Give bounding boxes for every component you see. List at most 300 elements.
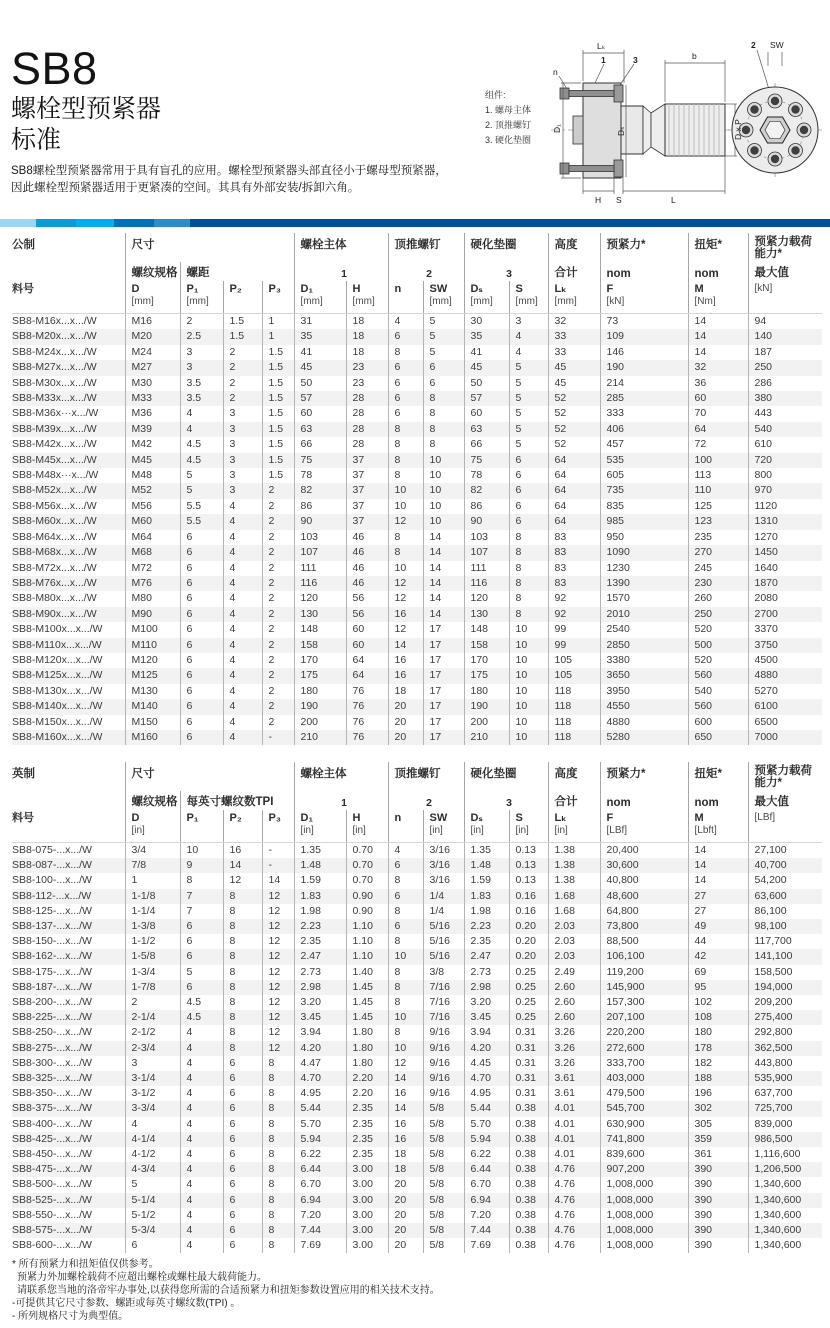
value-cell: 180	[464, 684, 509, 699]
value-cell: 10	[388, 499, 423, 514]
table-row	[12, 1071, 822, 1086]
value-cell: 1.35	[294, 843, 346, 859]
table-row	[12, 715, 822, 730]
value-cell: 2	[262, 715, 294, 730]
value-cell: 0.38	[509, 1177, 548, 1192]
value-cell: 1090	[600, 545, 688, 560]
value-cell: 540	[748, 422, 822, 437]
value-cell: 2	[262, 622, 294, 637]
value-cell: 107	[464, 545, 509, 560]
value-cell: 3	[223, 453, 262, 468]
value-cell: 12	[262, 965, 294, 980]
group-preload: 预紧力*	[600, 233, 688, 262]
part-number: SB8-200-...x.../W	[12, 996, 92, 1009]
value-cell: 2.5	[180, 329, 223, 344]
value-cell: 7.20	[464, 1208, 509, 1223]
value-cell: 63	[464, 422, 509, 437]
value-cell: 5	[125, 1177, 180, 1192]
value-cell: 1.5	[262, 406, 294, 421]
value-cell: 16	[223, 843, 262, 859]
value-cell: 4	[223, 545, 262, 560]
value-cell: 5/8	[423, 1208, 464, 1223]
value-cell: 3.00	[346, 1193, 388, 1208]
value-cell: 8	[388, 873, 423, 888]
value-cell: 102	[688, 995, 748, 1010]
value-cell: 10	[509, 699, 548, 714]
value-cell: 14	[688, 858, 748, 873]
column-header: Dₛ [mm]	[464, 281, 509, 314]
value-cell: 8	[262, 1223, 294, 1238]
value-cell: 2	[262, 668, 294, 683]
value-cell: 3.94	[464, 1025, 509, 1040]
value-cell: 5/8	[423, 1223, 464, 1238]
value-cell: 10	[509, 730, 548, 745]
column-header: Lₖ [in]	[548, 810, 600, 843]
value-cell: 4.5	[180, 1010, 223, 1025]
value-cell: 3380	[600, 653, 688, 668]
value-cell: 1,008,000	[600, 1238, 688, 1253]
ref-number-1: 1	[294, 791, 388, 810]
part-number: SB8-M42x...x.../W	[12, 438, 97, 451]
column-header: P₃	[262, 810, 294, 843]
value-cell: 260	[688, 591, 748, 606]
value-cell: 479,500	[600, 1086, 688, 1101]
value-cell: 8	[223, 1041, 262, 1056]
value-cell: 187	[748, 345, 822, 360]
value-cell: 0.31	[509, 1025, 548, 1040]
value-cell: 8	[223, 1010, 262, 1025]
value-cell: 8	[262, 1177, 294, 1192]
value-cell: 6	[388, 391, 423, 406]
table-row	[12, 468, 822, 483]
value-cell: 2.47	[464, 949, 509, 964]
value-cell: 4.76	[548, 1238, 600, 1253]
value-cell: 2	[223, 376, 262, 391]
value-cell: 5	[180, 483, 223, 498]
value-cell: 4880	[600, 715, 688, 730]
value-cell: 5270	[748, 684, 822, 699]
table-row	[12, 934, 822, 949]
value-cell: 8	[388, 904, 423, 919]
value-cell: 0.16	[509, 904, 548, 919]
value-cell: 403,000	[600, 1071, 688, 1086]
value-cell: 78	[464, 468, 509, 483]
value-cell: 500	[688, 638, 748, 653]
value-cell: 98,100	[748, 919, 822, 934]
value-cell: 540	[688, 684, 748, 699]
value-cell: 9	[180, 858, 223, 873]
value-cell: 17	[423, 668, 464, 683]
value-cell: 2.35	[346, 1147, 388, 1162]
value-cell: 6	[180, 980, 223, 995]
value-cell: 2	[262, 576, 294, 591]
value-cell: 1.10	[346, 919, 388, 934]
group-size: 尺寸	[125, 762, 294, 791]
value-cell: 2	[262, 607, 294, 622]
value-cell: 188	[688, 1071, 748, 1086]
value-cell: 111	[464, 561, 509, 576]
value-cell: 235	[688, 530, 748, 545]
value-cell: 118	[548, 684, 600, 699]
value-cell: 8	[388, 453, 423, 468]
value-cell: 8	[509, 561, 548, 576]
group-size: 尺寸	[125, 233, 294, 262]
value-cell: M80	[125, 591, 180, 606]
value-cell: 1.59	[464, 873, 509, 888]
value-cell: 5	[423, 314, 464, 330]
value-cell: 6	[223, 1223, 262, 1238]
part-number: SB8-187-...x.../W	[12, 980, 92, 993]
group-bolt-body: 螺栓主体	[294, 762, 388, 791]
column-header: H [in]	[346, 810, 388, 843]
value-cell: 37	[346, 453, 388, 468]
value-cell: 8	[223, 904, 262, 919]
value-cell: 31	[294, 314, 346, 330]
value-cell: 2.60	[548, 995, 600, 1010]
value-cell: 3/8	[423, 965, 464, 980]
value-cell: 8	[262, 1162, 294, 1177]
part-number: SB8-M130x...x.../W	[12, 684, 103, 697]
value-cell: 5.44	[294, 1101, 346, 1116]
value-cell: 2	[262, 653, 294, 668]
value-cell: 4	[223, 622, 262, 637]
table-row	[12, 483, 822, 498]
value-cell: 286	[748, 376, 822, 391]
column-header: P₁ [mm]	[180, 281, 223, 314]
value-cell: 3.20	[294, 995, 346, 1010]
value-cell: 14	[423, 591, 464, 606]
value-cell: 1.5	[262, 376, 294, 391]
value-cell: 5	[423, 329, 464, 344]
value-cell: 37	[346, 468, 388, 483]
value-cell: 2850	[600, 638, 688, 653]
value-cell: 3	[223, 422, 262, 437]
value-cell: M60	[125, 514, 180, 529]
value-cell: 14	[423, 530, 464, 545]
value-cell: 5/8	[423, 1147, 464, 1162]
value-cell: 3/16	[423, 873, 464, 888]
column-header: S [in]	[509, 810, 548, 843]
accent-bar-segment	[114, 219, 154, 227]
value-cell: 8	[223, 934, 262, 949]
value-cell: 4.76	[548, 1223, 600, 1238]
value-cell: 14	[423, 607, 464, 622]
value-cell: 605	[600, 468, 688, 483]
value-cell: 17	[423, 730, 464, 745]
value-cell: M27	[125, 360, 180, 375]
value-cell: 390	[688, 1162, 748, 1177]
value-cell: 6	[180, 576, 223, 591]
value-cell: 75	[294, 453, 346, 468]
value-cell: 8	[262, 1056, 294, 1071]
value-cell: 9/16	[423, 1041, 464, 1056]
table-row	[12, 1086, 822, 1101]
value-cell: 36	[688, 376, 748, 391]
value-cell: 76	[346, 684, 388, 699]
value-cell: 107	[294, 545, 346, 560]
value-cell: 27,100	[748, 843, 822, 859]
value-cell: 14	[223, 858, 262, 873]
value-cell: 2.73	[464, 965, 509, 980]
value-cell: 210	[294, 730, 346, 745]
value-cell: 5.94	[464, 1132, 509, 1147]
value-cell: 5	[509, 437, 548, 452]
value-cell: 2-1/2	[125, 1025, 180, 1040]
value-cell: 10	[509, 653, 548, 668]
value-cell: 20	[388, 1177, 423, 1192]
group-preload: 预紧力*	[600, 762, 688, 791]
value-cell: 2	[262, 561, 294, 576]
table-row	[12, 1177, 822, 1192]
value-cell: 3.26	[548, 1041, 600, 1056]
value-cell: 6	[180, 545, 223, 560]
value-cell: 7.69	[464, 1238, 509, 1253]
value-cell: 12	[223, 873, 262, 888]
external-hex	[573, 116, 583, 144]
value-cell: 1.59	[294, 873, 346, 888]
value-cell: 8	[262, 1071, 294, 1086]
table-row	[12, 653, 822, 668]
value-cell: 0.25	[509, 980, 548, 995]
header-sub-row	[12, 791, 822, 810]
value-cell: 4	[180, 1056, 223, 1071]
part-number: SB8-112-...x.../W	[12, 889, 92, 902]
value-cell: 86,100	[748, 904, 822, 919]
value-cell: 209,200	[748, 995, 822, 1010]
value-cell: 0.13	[509, 873, 548, 888]
value-cell: 6	[423, 376, 464, 391]
value-cell: 3	[223, 483, 262, 498]
value-cell: 4	[180, 1071, 223, 1086]
value-cell: 100	[688, 453, 748, 468]
value-cell: 12	[262, 1010, 294, 1025]
value-cell: 1.5	[262, 391, 294, 406]
part-number: SB8-350-...x.../W	[12, 1087, 92, 1100]
value-cell: 4.47	[294, 1056, 346, 1071]
value-cell: 1.83	[294, 889, 346, 904]
value-cell: 120	[294, 591, 346, 606]
value-cell: 18	[346, 329, 388, 344]
product-subtitle: 螺栓型预紧器	[11, 95, 162, 123]
value-cell: 10	[388, 561, 423, 576]
value-cell: 272,600	[600, 1041, 688, 1056]
value-cell: 0.70	[346, 843, 388, 859]
value-cell: 0.38	[509, 1193, 548, 1208]
value-cell: 1120	[748, 499, 822, 514]
thread-spec-label: 螺纹规格	[125, 791, 180, 810]
value-cell: 8	[223, 965, 262, 980]
value-cell: M20	[125, 329, 180, 344]
value-cell: 118	[548, 730, 600, 745]
value-cell: 64	[548, 468, 600, 483]
value-cell: 130	[294, 607, 346, 622]
value-cell: 7/8	[125, 858, 180, 873]
value-cell: 17	[423, 653, 464, 668]
value-cell: 3	[509, 314, 548, 330]
value-cell: 735	[600, 483, 688, 498]
table-row	[12, 1223, 822, 1238]
value-cell: 12	[262, 949, 294, 964]
value-cell: 6	[509, 514, 548, 529]
value-cell: 1.5	[262, 422, 294, 437]
value-cell: 46	[346, 530, 388, 545]
value-cell: 146	[600, 345, 688, 360]
value-cell: 5.70	[294, 1117, 346, 1132]
value-cell: 361	[688, 1147, 748, 1162]
value-cell: 3/16	[423, 843, 464, 859]
value-cell: 9/16	[423, 1025, 464, 1040]
value-cell: 2	[180, 314, 223, 330]
value-cell: 1.80	[346, 1056, 388, 1071]
value-cell: 18	[388, 1147, 423, 1162]
value-cell: 3-3/4	[125, 1101, 180, 1116]
value-cell: 103	[464, 530, 509, 545]
group-jack-screw: 顶推螺钉	[388, 762, 464, 791]
value-cell: 20	[388, 1238, 423, 1253]
metric-table-body	[12, 314, 822, 746]
value-cell: 950	[600, 530, 688, 545]
value-cell: 6	[388, 376, 423, 391]
value-cell: 14	[688, 873, 748, 888]
column-header: n	[388, 810, 423, 843]
column-header: P₂	[223, 281, 262, 314]
value-cell: 1.80	[346, 1025, 388, 1040]
table-row	[12, 949, 822, 964]
value-cell: 4.01	[548, 1101, 600, 1116]
value-cell: M42	[125, 437, 180, 452]
value-cell: M52	[125, 483, 180, 498]
value-cell: 70	[688, 406, 748, 421]
column-header: [LBf]	[748, 810, 822, 843]
value-cell: 1-1/4	[125, 904, 180, 919]
value-cell: 196	[688, 1086, 748, 1101]
part-number: SB8-150-...x.../W	[12, 935, 92, 948]
value-cell: 6	[180, 668, 223, 683]
table-row	[12, 406, 822, 421]
value-cell: 54,200	[748, 873, 822, 888]
part-number: SB8-075-...x.../W	[12, 844, 92, 856]
value-cell: 4	[223, 499, 262, 514]
column-header: P₃	[262, 281, 294, 314]
value-cell: 105	[548, 653, 600, 668]
value-cell: 4.70	[294, 1071, 346, 1086]
value-cell: 1.80	[346, 1041, 388, 1056]
value-cell: 457	[600, 437, 688, 452]
value-cell: 4880	[748, 668, 822, 683]
value-cell: 40,700	[748, 858, 822, 873]
part-number: SB8-500-...x.../W	[12, 1178, 92, 1191]
dim-label-ds: Dₛ	[616, 126, 626, 136]
value-cell: M68	[125, 545, 180, 560]
value-cell: 140	[748, 329, 822, 344]
value-cell: 17	[423, 638, 464, 653]
value-cell: 158	[294, 638, 346, 653]
column-header: M [Nm]	[688, 281, 748, 314]
value-cell: 1,008,000	[600, 1223, 688, 1238]
value-cell: 600	[688, 715, 748, 730]
value-cell: 4	[180, 1117, 223, 1132]
value-cell: 95	[688, 980, 748, 995]
value-cell: 6	[180, 699, 223, 714]
value-cell: M24	[125, 345, 180, 360]
table-row	[12, 684, 822, 699]
part-number: SB8-300-...x.../W	[12, 1056, 92, 1069]
group-hard-washer: 硬化垫圈	[464, 233, 548, 262]
value-cell: 1.98	[294, 904, 346, 919]
value-cell: 6.70	[464, 1177, 509, 1192]
value-cell: 4	[180, 1101, 223, 1116]
group-jack-screw: 顶推螺钉	[388, 233, 464, 262]
value-cell: 2.60	[548, 980, 600, 995]
value-cell: M45	[125, 453, 180, 468]
region-label: 英制	[12, 768, 35, 780]
value-cell: 7/16	[423, 980, 464, 995]
value-cell: 3.00	[346, 1238, 388, 1253]
value-cell: M90	[125, 607, 180, 622]
value-cell: 14	[423, 576, 464, 591]
value-cell: 10	[509, 622, 548, 637]
value-cell: 0.20	[509, 934, 548, 949]
value-cell: 0.38	[509, 1162, 548, 1177]
value-cell: M56	[125, 499, 180, 514]
value-cell: 907,200	[600, 1162, 688, 1177]
value-cell: 158	[464, 638, 509, 653]
value-cell: 3	[223, 468, 262, 483]
value-cell: 44	[688, 934, 748, 949]
table-row	[12, 1238, 822, 1253]
value-cell: 45	[294, 360, 346, 375]
dim-label-b: b	[692, 51, 697, 61]
value-cell: 1-1/8	[125, 889, 180, 904]
value-cell: 7	[180, 889, 223, 904]
value-cell: 16	[388, 1086, 423, 1101]
value-cell: 8	[262, 1117, 294, 1132]
value-cell: 610	[748, 437, 822, 452]
value-cell: 0.90	[346, 904, 388, 919]
value-cell: 1.48	[464, 858, 509, 873]
value-cell: 60	[464, 406, 509, 421]
value-cell: 52	[548, 422, 600, 437]
value-cell: 839,600	[600, 1147, 688, 1162]
value-cell: 8	[388, 934, 423, 949]
value-cell: 99	[548, 622, 600, 637]
max-label: 最大值	[748, 262, 822, 281]
value-cell: 1310	[748, 514, 822, 529]
value-cell: 2	[262, 545, 294, 560]
value-cell: 0.20	[509, 949, 548, 964]
dim-label-lk: Lₖ	[597, 41, 606, 51]
value-cell: 5	[509, 406, 548, 421]
part-number: SB8-M16x...x.../W	[12, 315, 97, 327]
product-description	[11, 163, 447, 198]
value-cell: 2.03	[548, 934, 600, 949]
value-cell: 3-1/2	[125, 1086, 180, 1101]
value-cell: 8	[388, 995, 423, 1010]
value-cell: 90	[464, 514, 509, 529]
value-cell: 12	[388, 576, 423, 591]
spacer	[12, 791, 125, 810]
imperial-section	[12, 762, 822, 1253]
header-group-row	[12, 233, 822, 262]
value-cell: 6	[223, 1117, 262, 1132]
value-cell: 83	[548, 530, 600, 545]
value-cell: 45	[548, 376, 600, 391]
value-cell: 6	[180, 591, 223, 606]
page-title: SB8	[11, 43, 98, 94]
part-number: SB8-M56x...x.../W	[12, 499, 97, 512]
value-cell: 535	[600, 453, 688, 468]
value-cell: 6	[180, 607, 223, 622]
